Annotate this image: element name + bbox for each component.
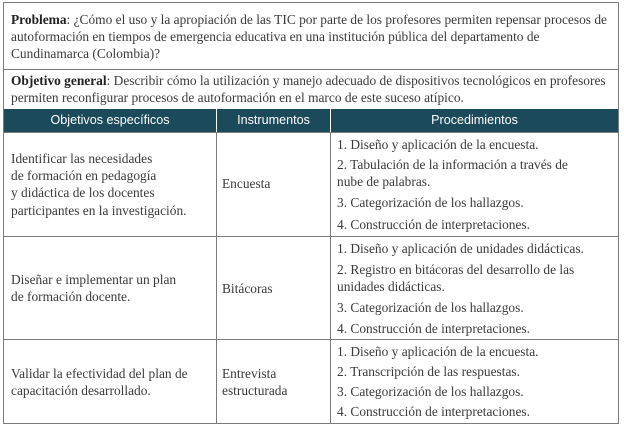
procedimiento-item: [337, 136, 613, 153]
table-row: [4, 132, 618, 237]
procedimiento-line: 4. Construcción de interpretaciones.: [337, 321, 530, 336]
objetivo-general-text: : Describir cómo la utilización y manejo adecuado de dispositivos tecnológicos en profesores permiten reconfigurar procesos de autoformación en el marco de este suceso atípico.: [11, 73, 606, 105]
procedimiento-line: 3. Categorización de los hallazgos.: [337, 384, 524, 399]
procedimiento-item: [337, 343, 613, 360]
problema-block: [4, 9, 618, 62]
header-procedimientos: Procedimientos: [431, 113, 518, 127]
procedimiento-item: [337, 156, 613, 190]
procedimiento-item: [337, 194, 613, 211]
objetivo-line: Diseñar e implementar un plan: [11, 272, 177, 287]
procedimiento-item: [337, 320, 613, 337]
instrumento-cell: [222, 365, 327, 399]
objetivo-line: capacitación desarrollado.: [11, 383, 151, 399]
procedimiento-line: 3. Categorización de los hallazgos.: [337, 195, 524, 210]
problema-text: : ¿Cómo el uso y la apropiación de las TIC por parte de los profesores permiten repensar procesos de autoformación en tiempos de emergencia educativa en una institución pública del departamento de Cundinamarca (Colombia)?: [11, 12, 607, 61]
instrumento-line: estructurada: [222, 383, 288, 399]
header-instrumentos: Instrumentos: [237, 113, 310, 127]
procedimiento-line: unidades didácticas.: [337, 279, 445, 295]
objetivo-line: y didáctica de los docentes: [11, 185, 155, 201]
instrumento-cell: [222, 280, 327, 297]
instrumento-line: Bitácoras: [222, 281, 273, 296]
objetivo-general-label: Objetivo general: [11, 73, 107, 88]
procedimiento-line: nube de palabras.: [337, 174, 431, 190]
procedimiento-item: [337, 383, 613, 400]
objetivo-cell: [11, 365, 211, 399]
header-objetivos: Objetivos específicos: [50, 113, 170, 127]
procedimiento-item: [337, 240, 613, 257]
procedimiento-line: 1. Diseño y aplicación de la encuesta.: [337, 137, 539, 152]
procedimiento-line: 2. Registro en bitácoras del desarrollo de las: [337, 262, 575, 277]
procedimiento-line: 1. Diseño y aplicación de la encuesta.: [337, 344, 539, 359]
procedimiento-line: 3. Categorización de los hallazgos.: [337, 300, 524, 315]
procedimiento-line: 2. Tabulación de la información a través de: [337, 157, 568, 172]
procedimiento-item: [337, 216, 613, 233]
objetivo-line: Identificar las necesidades: [11, 151, 153, 166]
objetivo-line: Validar la efectividad del plan de: [11, 366, 188, 381]
table-header: [4, 109, 618, 132]
objetivo-cell: [11, 150, 211, 219]
instrumento-cell: [222, 175, 327, 192]
procedimiento-item: [337, 363, 613, 380]
procedimiento-item: [337, 261, 613, 295]
objetivo-line: de formación docente.: [11, 289, 131, 305]
objetivo-line: participantes en la investigación.: [11, 202, 187, 218]
procedimiento-line: 4. Construcción de interpretaciones.: [337, 404, 530, 419]
table-row: [4, 339, 618, 424]
objetivo-line: de formación en pedagogía: [11, 168, 157, 184]
procedimiento-item: [337, 403, 613, 420]
procedimiento-line: 2. Transcripción de las respuestas.: [337, 364, 520, 379]
objetivo-general-block: [4, 69, 618, 106]
problema-label: Problema: [11, 12, 67, 27]
table-row: [4, 236, 618, 340]
objetivo-cell: [11, 271, 211, 305]
instrumento-line: Encuesta: [222, 176, 271, 191]
procedimiento-line: 1. Diseño y aplicación de unidades didácticas.: [337, 241, 584, 256]
research-table: [3, 2, 619, 424]
procedimiento-line: 4. Construcción de interpretaciones.: [337, 217, 530, 232]
procedimiento-item: [337, 299, 613, 316]
instrumento-line: Entrevista: [222, 366, 277, 381]
